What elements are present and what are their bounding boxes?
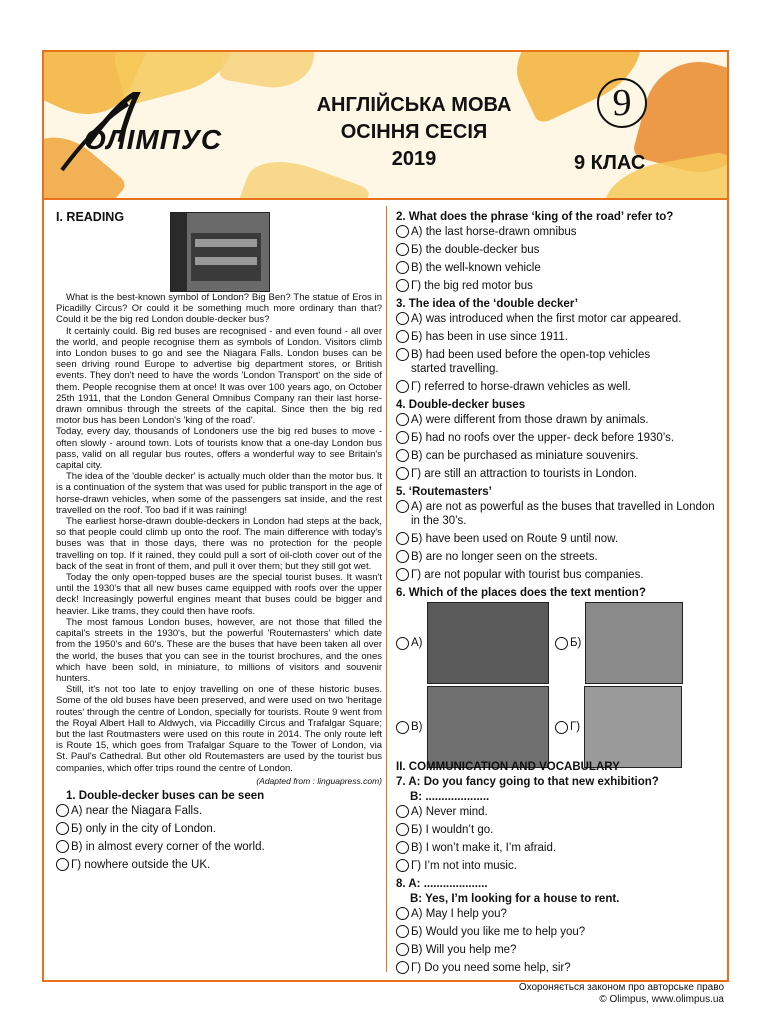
option-label: В): [411, 721, 423, 733]
right-column: [396, 210, 718, 601]
option-label: Г) referred to horse-drawn vehicles as well.: [411, 381, 631, 393]
title-line: АНГЛІЙСЬКА МОВА: [316, 94, 512, 116]
option-label: Б) the double-decker bus: [411, 244, 540, 256]
grade-label: 9 КЛАС: [574, 152, 646, 174]
answer-option[interactable]: [396, 532, 718, 546]
radio-circle[interactable]: [396, 467, 409, 480]
question-7: [396, 775, 718, 873]
grade-number-badge: 9: [597, 78, 647, 128]
radio-circle[interactable]: [56, 858, 69, 871]
option-label: А) near the Niagara Falls.: [71, 804, 203, 817]
reading-paragraph: Today, every day, thousands of Londoners use the big red buses to move - often slowly - around town. Lots of tourists know that a one-day London bus pass, valid on all regular bus routes, offers a wonderful way to see Britain's capital city.: [56, 426, 382, 472]
answer-option[interactable]: [396, 925, 718, 939]
tower-of-london-photo: [584, 686, 682, 768]
radio-circle[interactable]: [396, 907, 409, 920]
dialogue-b-line: B: ....................: [410, 791, 490, 803]
option-label: А) are not as powerful as the buses that travelled in London in the 30’s.: [411, 501, 715, 527]
radio-circle[interactable]: [396, 859, 409, 872]
answer-option[interactable]: [396, 243, 718, 257]
question-title: 6. Which of the places does the text mention?: [396, 587, 646, 599]
london-bus-photo: [170, 212, 270, 292]
section-2: [396, 760, 718, 979]
reading-paragraph: What is the best-known symbol of London? Big Ben? The statue of Eros in Picadilly Circus? Or could it be something much more ordinary than that? Could it be the big red London double-decker bus?: [56, 292, 382, 326]
reading-paragraph: Still, it's not too late to enjoy travelling on one of these historic buses. Some of the old buses have been preserved, and were used on two 'heritage routes' through the centre of London, specially for tourists. Route 9 went from the Royal Albert Hall to Aldwych, via Piccadilly Circus and Trafalgar Square; but the last Routmasters were used on this route in 2014. The only route left is Route 15, which goes from Trafalgar Square to the Tower of London, via St. Paul's Cathedral. But other old Routemasters are used by the tourist bus companies, which offer trips round the centre of London.: [56, 684, 382, 774]
option-label: А) the last horse-drawn omnibus: [411, 226, 577, 238]
answer-option[interactable]: [396, 330, 718, 344]
option-label: А) was introduced when the first motor car appeared.: [411, 313, 682, 325]
radio-circle[interactable]: [555, 721, 568, 734]
question-title: 4. Double-decker buses: [396, 399, 526, 411]
answer-option[interactable]: [396, 431, 718, 445]
image-option[interactable]: [555, 686, 682, 768]
autumn-leaf-decoration: [219, 50, 320, 94]
option-label: Г) the big red motor bus: [411, 280, 533, 292]
radio-circle[interactable]: [396, 925, 409, 938]
radio-circle[interactable]: [396, 413, 409, 426]
answer-option[interactable]: [396, 413, 718, 427]
radio-circle[interactable]: [396, 449, 409, 462]
option-label: Б) had no roofs over the upper- deck before 1930’s.: [411, 432, 675, 444]
option-label: Г) I’m not into music.: [411, 860, 517, 872]
radio-circle[interactable]: [396, 380, 409, 393]
option-label: Г): [570, 721, 581, 733]
answer-option[interactable]: [396, 225, 718, 239]
answer-option[interactable]: [396, 961, 718, 975]
question-title: 1. Double-decker buses can be seen: [66, 789, 265, 802]
option-label: А): [411, 637, 423, 649]
option-label: Б): [570, 637, 582, 649]
radio-circle[interactable]: [396, 568, 409, 581]
question-5: [396, 485, 718, 582]
answer-option[interactable]: [396, 467, 718, 481]
question-title: 5. ‘Routemasters’: [396, 486, 492, 498]
option-label: В) in almost every corner of the world.: [71, 840, 265, 853]
option-label: Б) have been used on Route 9 until now.: [411, 533, 619, 545]
option-label: Б) only in the city of London.: [71, 822, 216, 835]
source-citation: (Adapted from : linguapress.com): [256, 775, 382, 786]
question-title: 7. A: Do you fancy going to that new exhibition?: [396, 776, 659, 788]
section-heading: II. COMMUNICATION AND VOCABULARY: [396, 761, 620, 773]
radio-circle[interactable]: [396, 637, 409, 650]
option-label: Г) nowhere outside the UK.: [71, 858, 211, 871]
option-label: Б) I wouldn’t go.: [411, 824, 494, 836]
column-divider: [386, 206, 387, 972]
answer-option[interactable]: [56, 840, 382, 854]
answer-option[interactable]: [396, 859, 718, 873]
radio-circle[interactable]: [396, 243, 409, 256]
radio-circle[interactable]: [396, 312, 409, 325]
exam-title: [284, 92, 544, 173]
radio-circle[interactable]: [555, 637, 568, 650]
option-label: В) had been used before the open-top vehicles started travelling.: [411, 349, 651, 375]
option-label: В) I won’t make it, I’m afraid.: [411, 842, 557, 854]
answer-option[interactable]: [396, 823, 718, 837]
option-label: В) the well-known vehicle: [411, 262, 541, 274]
question-title: 3. The idea of the ‘double decker’: [396, 298, 578, 310]
option-label: А) were different from those drawn by animals.: [411, 414, 649, 426]
radio-circle[interactable]: [396, 550, 409, 563]
option-label: Г) Do you need some help, sir?: [411, 962, 571, 974]
title-line: 2019: [391, 148, 437, 170]
reading-paragraph: It certainly could. Big red buses are recognised - and even found - all over the world, and people recognise them as symbols of London. Visitors climb into London buses to go and see the Niagara Falls. London buses can be seen driving round Europe to advertise big department stores, or British events. They don't need to have the words 'London Transport' on the side of them. People recognise them at once! It was over 100 years ago, on October 25th 1911, that the London General Omnibus Company ran their last horse-drawn omnibus through the streets of the capital. Since then the big red motor bus has been London's 'king of the road'.: [56, 325, 382, 427]
question-8: [396, 877, 718, 975]
option-label: В) are no longer seen on the streets.: [411, 551, 598, 563]
reading-paragraph: The earliest horse-drawn double-deckers in London had steps at the back, so that people could climb up onto the roof. The main difference with today's buses was that in those days, there was no protection for the people travelling on top. If it rained, they could pull a sort of oil-cloth cover out of the back of the seat in front of them, and pull it over them; but they still got wet.: [56, 516, 382, 572]
radio-circle[interactable]: [56, 804, 69, 817]
question-2: [396, 210, 718, 293]
reading-paragraph: The idea of the 'double decker' is actually much older than the motor bus. It is a continuation of the system that was used for public transport in the age of horse-drawn vehicles, when some of the passengers sat inside, and the rest travelled on the roof. Too bad if it was raining!: [56, 471, 382, 516]
radio-circle[interactable]: [56, 840, 69, 853]
reading-paragraph: Today the only open-topped buses are the special tourist buses. It wasn't until the 1930's that all new buses came equipped with roofs over the upper deck! Increasingly powerful engines meant that buses could be bigger and heavier. Like trams, they could then have roofs.: [56, 572, 382, 617]
option-label: А) Never mind.: [411, 806, 488, 818]
radio-circle[interactable]: [396, 279, 409, 292]
answer-option[interactable]: [396, 380, 718, 394]
option-label: Г) are still an attraction to tourists in London.: [411, 468, 638, 480]
radio-circle[interactable]: [396, 330, 409, 343]
reading-paragraph: The most famous London buses, however, are not those that filled the capital's streets in the 1930's, but the powerful 'Routemasters' which date from the 1950's and 60's. These are the buses that have been taken all over the world, the buses that you can see in the tourist brochures, and the ones which have been sold, in miniature, to millions of visitors and souvenir hunters.: [56, 616, 382, 684]
radio-circle[interactable]: [396, 721, 409, 734]
radio-circle[interactable]: [396, 532, 409, 545]
radio-circle[interactable]: [396, 261, 409, 274]
reading-text: [56, 292, 382, 876]
question-1: [56, 789, 382, 872]
answer-option[interactable]: [56, 858, 382, 872]
image-option[interactable]: [396, 686, 549, 768]
dialogue-b-line: B: Yes, I’m looking for a house to rent.: [410, 893, 620, 905]
option-label: А) May I help you?: [411, 908, 507, 920]
copyright-footer: [519, 982, 724, 1006]
bus-photo-placeholder: [171, 213, 269, 291]
answer-option[interactable]: [396, 312, 718, 326]
radio-circle[interactable]: [396, 805, 409, 818]
radio-circle[interactable]: [396, 823, 409, 836]
answer-option[interactable]: [396, 449, 718, 463]
radio-circle[interactable]: [396, 348, 409, 361]
answer-option[interactable]: [396, 907, 718, 921]
trafalgar-square-photo: [585, 602, 683, 684]
answer-option[interactable]: [396, 943, 718, 957]
question-3: [396, 297, 718, 394]
reading-heading: I. READING: [56, 210, 125, 224]
question-4: [396, 398, 718, 481]
option-label: Б) has been in use since 1911.: [411, 331, 568, 343]
buckingham-palace-photo: [427, 686, 549, 768]
answer-option[interactable]: [396, 261, 718, 275]
answer-option[interactable]: [396, 805, 718, 819]
radio-circle[interactable]: [396, 841, 409, 854]
question-title: 8. A: ....................: [396, 878, 488, 890]
answer-option[interactable]: [396, 841, 718, 855]
answer-option[interactable]: [396, 279, 718, 293]
radio-circle[interactable]: [396, 225, 409, 238]
copyright-site: © Olimpus, www.olimpus.ua: [599, 994, 724, 1005]
copyright-notice: Охороняється законом про авторське право: [518, 982, 724, 993]
header-banner: [42, 50, 729, 200]
option-label: Б) Would you like me to help you?: [411, 926, 586, 938]
answer-option[interactable]: [396, 568, 718, 582]
option-label: В) Will you help me?: [411, 944, 517, 956]
answer-option[interactable]: [396, 550, 718, 564]
answer-option[interactable]: [396, 348, 718, 376]
option-label: Г) are not popular with tourist bus companies.: [411, 569, 644, 581]
radio-circle[interactable]: [396, 431, 409, 444]
title-line: ОСІННЯ СЕСІЯ: [340, 121, 488, 143]
image-option[interactable]: [555, 602, 683, 684]
brand-name: ОЛІМПУС: [84, 124, 223, 155]
question-title: 2. What does the phrase ‘king of the road’ refer to?: [396, 211, 674, 223]
answer-option[interactable]: [56, 822, 382, 836]
radio-circle[interactable]: [396, 500, 409, 513]
radio-circle[interactable]: [396, 961, 409, 974]
radio-circle[interactable]: [56, 822, 69, 835]
image-option[interactable]: [396, 602, 549, 684]
answer-option[interactable]: [396, 500, 718, 528]
answer-option[interactable]: [56, 804, 382, 818]
radio-circle[interactable]: [396, 943, 409, 956]
piccadilly-circus-photo: [427, 602, 549, 684]
option-label: В) can be purchased as miniature souvenirs.: [411, 450, 639, 462]
